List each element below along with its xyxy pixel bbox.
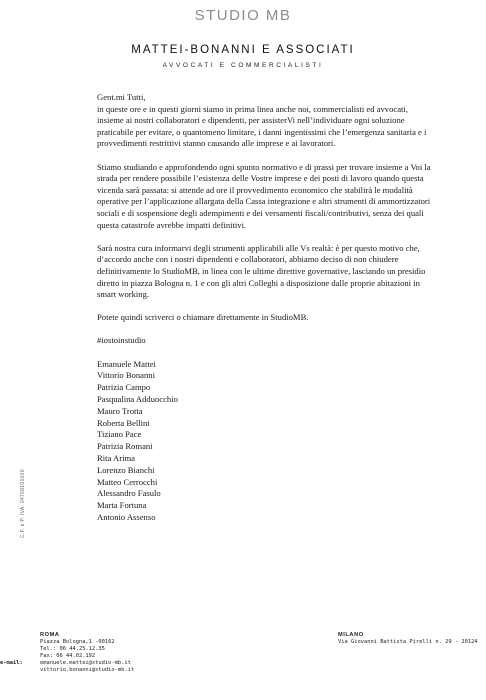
greeting: Gent.mi Tutti, [97,92,146,102]
footer-tel: Tel.: 06 44.25.12.35 [40,646,105,652]
footer-email-2[interactable]: vittorio.bonanni@studio-mb.it [40,667,135,673]
footer-address-milano: Via Giovanni Battista Pirelli n. 29 - 20124 [338,639,478,645]
signature-name: Alessandro Fasulo [97,488,161,499]
footer-address-roma: Piazza Bologna,1 -00162 [40,639,115,645]
footer-fax: Fax: 06 44.02.192 [40,653,96,659]
signature-name: Antonio Assenso [97,512,156,523]
footer-city-milano: MILANO [338,632,364,638]
firm-subtitle: AVVOCATI E COMMERCIALISTI [162,62,324,69]
tax-id-text: C.F. e P. IVA: 04768101000 [20,469,26,538]
letter-body [97,92,432,524]
signature-name: Lorenzo Bianchi [97,464,155,475]
signature-name: Roberta Bellini [97,417,150,428]
paragraph-3: Sarà nostra cura informarvi degli strumenti applicabili alle Vs realtà: è per questo motivo che, d’accordo anche con i nostri dipendenti e collaboratori, abbiamo deciso di non chiudere definitivamente lo StudioMB, in linea con le ultime direttive governative, lasciando un presidio diretto in piazza Bologna n. 1 e con gli altri Colleghi a disposizione dalle proprie abitazioni in smart working. [97,242,426,300]
signature-name: Emanuele Mattei [97,358,156,369]
footer-email-1[interactable]: emanuele.mattei@studio-mb.it [40,660,131,666]
footer-roma [0,632,135,674]
signature-name: Mauro Trotta [97,405,143,416]
signature-name: Matteo Cerrocchi [97,476,158,487]
signature-name: Patrizia Romani [97,441,153,452]
footer-email-row [0,660,134,667]
signature-name: Vittorio Bonanni [97,370,155,381]
paragraph-1: in queste ore e in questi giorni siamo in prima linea anche noi, commercialisti ed avvocati, insieme ai nostri collaboratori e dipendenti, per assisterVi nell’individuare ogni soluzione praticabile per evitare, o quantomeno limitare, i danni ingentissimi che l’emergenza sanitaria e i provvedimenti restrittivi stanno causando alle imprese e ai lavoratori. [97,103,427,149]
studio-mb-logo: STUDIO MB [194,7,292,24]
footer-city-roma: ROMA [40,632,60,638]
tax-id-vertical [14,420,26,540]
paragraph-4: Potete quindi scriverci o chiamare direttamente in StudioMB. [97,312,309,323]
signature-list [97,359,432,524]
hashtag: #iostoinstudio [97,335,146,346]
signature-name: Tiziano Pace [97,429,142,440]
signature-name: Pasqualina Adduocchio [97,394,178,405]
signature-name: Rita Arima [97,453,135,464]
signature-name: Marta Fortuna [97,500,147,511]
paragraph-2: Stiamo studiando e approfondendo ogni spunto normativo e di prassi per trovare insieme a Voi la strada per rendere possibile l’esistenza delle Vostre imprese e dei posti di lavoro quando questa vicenda sarà passata: si attende ad ore il provvedimento economico che stabilirà le modalità operative per l’applicazione allargata della Cassa integrazione e altri strumenti di ammortizzatori sociali e di sospensione degli adempimenti e dei versamenti fiscali/contributivi, senza dei quali questa catastrofe avrebbe impatti definitivi. [97,161,431,230]
footer-milano [338,632,478,646]
footer-email-label: e-mail: [0,660,23,666]
signature-name: Patrizia Campo [97,382,151,393]
firm-name: MATTEI-BONANNI E ASSOCIATI [131,44,355,56]
